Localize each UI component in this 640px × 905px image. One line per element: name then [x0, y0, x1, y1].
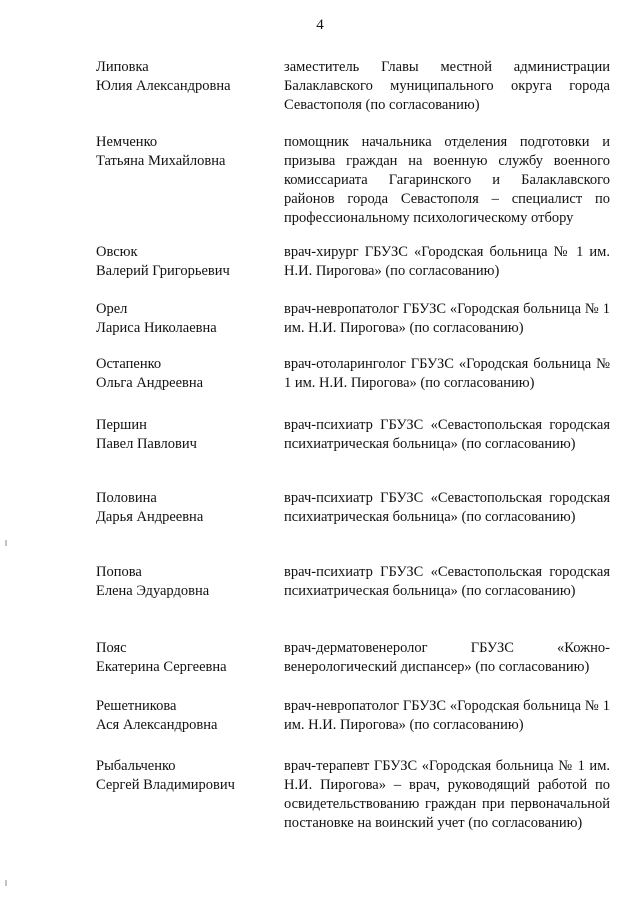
member-role: врач-дерматовенеролог ГБУЗС «Кожно-венерологический диспансер» (по согласованию) — [284, 640, 610, 675]
member-surname: Овсюк — [96, 244, 138, 260]
member-given-names: Лариса Николаевна — [96, 320, 217, 336]
member-role: врач-отоларинголог ГБУЗС «Городская больница № 1 им. Н.И. Пирогова» (по согласованию) — [284, 356, 610, 391]
member-given-names: Сергей Владимирович — [96, 777, 235, 793]
member-name — [96, 563, 266, 601]
member-role: врач-невропатолог ГБУЗС «Городская больница № 1 им. Н.И. Пирогова» (по согласованию) — [284, 301, 610, 336]
member-surname: Рыбальченко — [96, 758, 176, 774]
member-given-names: Павел Павлович — [96, 436, 197, 452]
member-given-names: Ася Александровна — [96, 717, 218, 733]
member-surname: Попова — [96, 564, 142, 580]
member-given-names: Юлия Александровна — [96, 78, 231, 94]
member-surname: Остапенко — [96, 356, 162, 372]
member-role: заместитель Главы местной администрации Балаклавского муниципального округа города Севастополя (по согласованию) — [284, 59, 610, 113]
member-name — [96, 300, 266, 338]
member-name — [96, 757, 266, 795]
member-role: помощник начальника отделения подготовки и призыва граждан на военную службу военного комиссариата Гагаринского и Балаклавского районов города Севастополя – специалист по профессиональному психологическому отбору — [284, 134, 610, 226]
member-given-names: Ольга Андреевна — [96, 375, 204, 391]
member-name — [96, 58, 266, 96]
member-surname: Половина — [96, 490, 157, 506]
member-role: врач-невропатолог ГБУЗС «Городская больница № 1 им. Н.И. Пирогова» (по согласованию) — [284, 698, 610, 733]
page-number: 4 — [316, 17, 324, 33]
member-surname: Немченко — [96, 134, 158, 150]
member-name — [96, 133, 266, 171]
member-name — [96, 639, 266, 677]
member-given-names: Татьяна Михайловна — [96, 153, 226, 169]
member-given-names: Дарья Андреевна — [96, 509, 204, 525]
member-name — [96, 697, 266, 735]
member-role: врач-психиатр ГБУЗС «Севастопольская городская психиатрическая больница» (по согласованию) — [284, 564, 610, 599]
member-name — [96, 243, 266, 281]
member-name — [96, 489, 266, 527]
scan-speck — [5, 880, 7, 886]
member-role: врач-хирург ГБУЗС «Городская больница № 1 им. Н.И. Пирогова» (по согласованию) — [284, 244, 610, 279]
member-surname: Першин — [96, 417, 147, 433]
member-name — [96, 355, 266, 393]
member-surname: Орел — [96, 301, 128, 317]
member-surname: Липовка — [96, 59, 149, 75]
member-surname: Решетникова — [96, 698, 177, 714]
member-given-names: Елена Эдуардовна — [96, 583, 210, 599]
member-role: врач-психиатр ГБУЗС «Севастопольская городская психиатрическая больница» (по согласованию) — [284, 417, 610, 452]
member-given-names: Екатерина Сергеевна — [96, 659, 227, 675]
member-role: врач-терапевт ГБУЗС «Городская больница № 1 им. Н.И. Пирогова» – врач, руководящий работой по освидетельствованию граждан при первоначальной постановке на воинский учет (по согласованию) — [284, 758, 610, 831]
member-role: врач-психиатр ГБУЗС «Севастопольская городская психиатрическая больница» (по согласованию) — [284, 490, 610, 525]
member-name — [96, 416, 266, 454]
member-surname: Пояс — [96, 640, 127, 656]
member-given-names: Валерий Григорьевич — [96, 263, 230, 279]
scan-speck — [5, 540, 7, 546]
